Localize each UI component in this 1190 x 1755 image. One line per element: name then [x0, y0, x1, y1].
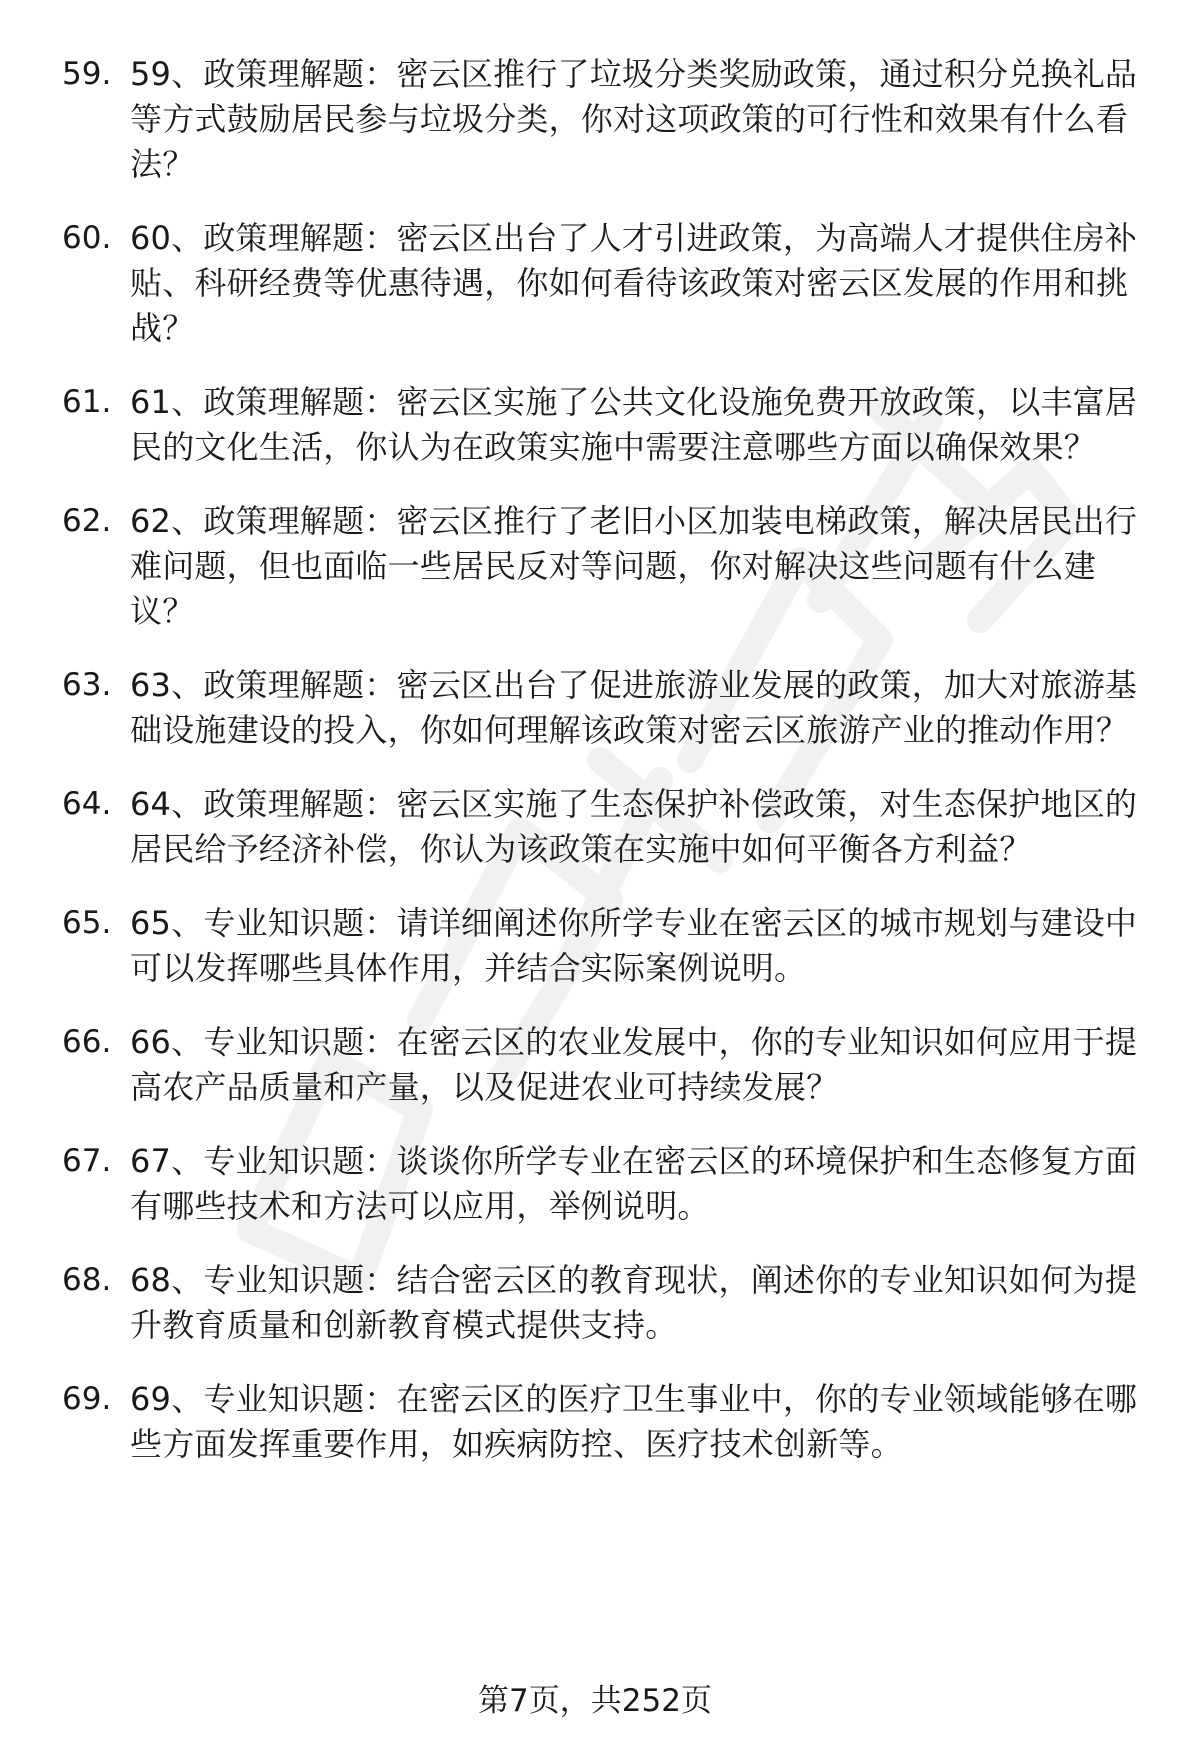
- question-number: 67.: [62, 1143, 112, 1179]
- question-item: [62, 901, 1152, 991]
- question-number: 64.: [62, 786, 112, 822]
- question-item: [62, 499, 1152, 634]
- question-number: 59.: [62, 56, 112, 92]
- question-item: [62, 1020, 1152, 1110]
- question-item: [62, 663, 1152, 753]
- question-number: 61.: [62, 384, 112, 420]
- question-number: 62.: [62, 503, 112, 539]
- question-text: 64、政策理解题：密云区实施了生态保护补偿政策，对生态保护地区的居民给予经济补偿，你认为该政策在实施中如何平衡各方利益？: [130, 785, 1138, 868]
- question-item: [62, 1258, 1152, 1348]
- question-text: 62、政策理解题：密云区推行了老旧小区加装电梯政策，解决居民出行难问题，但也面临一些居民反对等问题，你对解决这些问题有什么建议？: [130, 502, 1138, 630]
- question-item: [62, 380, 1152, 470]
- question-text: 63、政策理解题：密云区出台了促进旅游业发展的政策，加大对旅游基础设施建设的投入，你如何理解该政策对密云区旅游产业的推动作用？: [130, 666, 1138, 749]
- question-text: 69、专业知识题：在密云区的医疗卫生事业中，你的专业领域能够在哪些方面发挥重要作用，如疾病防控、医疗技术创新等。: [130, 1380, 1138, 1463]
- question-number: 69.: [62, 1381, 112, 1417]
- question-text: 61、政策理解题：密云区实施了公共文化设施免费开放政策，以丰富居民的文化生活，你认为在政策实施中需要注意哪些方面以确保效果？: [130, 383, 1138, 466]
- question-number: 65.: [62, 905, 112, 941]
- question-text: 59、政策理解题：密云区推行了垃圾分类奖励政策，通过积分兑换礼品等方式鼓励居民参与垃圾分类，你对这项政策的可行性和效果有什么看法？: [130, 55, 1138, 183]
- question-item: [62, 52, 1152, 187]
- question-number: 68.: [62, 1262, 112, 1298]
- question-number: 63.: [62, 667, 112, 703]
- question-item: [62, 1139, 1152, 1229]
- page-footer: 第7页，共252页: [478, 1683, 712, 1719]
- question-text: 65、专业知识题：请详细阐述你所学专业在密云区的城市规划与建设中可以发挥哪些具体作用，并结合实际案例说明。: [130, 904, 1138, 987]
- question-text: 68、专业知识题：结合密云区的教育现状，阐述你的专业知识如何为提升教育质量和创新教育模式提供支持。: [130, 1261, 1138, 1344]
- question-text: 66、专业知识题：在密云区的农业发展中，你的专业知识如何应用于提高农产品质量和产量，以及促进农业可持续发展？: [130, 1023, 1138, 1106]
- question-item: [62, 782, 1152, 872]
- question-list: [62, 52, 1152, 1496]
- question-text: 67、专业知识题：谈谈你所学专业在密云区的环境保护和生态修复方面有哪些技术和方法可以应用，举例说明。: [130, 1142, 1138, 1225]
- question-number: 60.: [62, 220, 112, 256]
- question-text: 60、政策理解题：密云区出台了人才引进政策，为高端人才提供住房补贴、科研经费等优惠待遇，你如何看待该政策对密云区发展的作用和挑战？: [130, 219, 1138, 347]
- question-item: [62, 216, 1152, 351]
- question-number: 66.: [62, 1024, 112, 1060]
- question-item: [62, 1377, 1152, 1467]
